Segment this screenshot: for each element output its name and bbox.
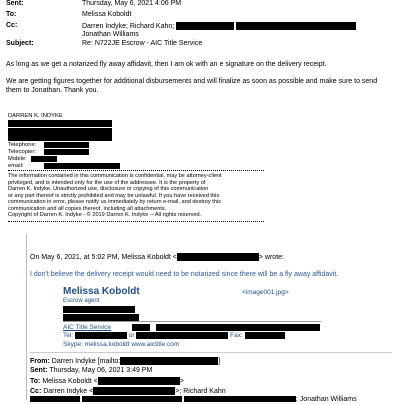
disclaimer-line: communication and all copies thereof, including all attachments. xyxy=(8,205,167,212)
quote-bar xyxy=(26,234,27,400)
mobile-label: Mobile: xyxy=(8,156,27,162)
redaction-box xyxy=(236,22,356,30)
disclaimer-line: Darren K. Indyke. Unauthorized use, disclosure or copying of this communication xyxy=(8,186,209,192)
skype-line[interactable]: Skype: melissa.koboldt www.aictitle.com xyxy=(63,341,180,348)
cc-text: Darren Indyke; Richard Kahn; xyxy=(82,22,175,30)
or-text: or xyxy=(128,332,135,340)
redaction-box xyxy=(156,324,320,331)
redaction-box xyxy=(132,324,150,331)
body-paragraph-2-line-2: them to Jonathan. Thank you. xyxy=(6,87,99,94)
tel-row xyxy=(63,332,285,339)
redaction-box xyxy=(120,357,221,365)
tel-label: Tel: xyxy=(63,332,74,340)
company-link[interactable]: AIC Title Service xyxy=(63,324,112,331)
redaction-box xyxy=(177,253,259,261)
email-label: email: xyxy=(8,163,24,169)
disclaimer-line: communication in error, please notify us immediately by return e-mail, and destroy this xyxy=(8,199,221,205)
quoted-wrote-line xyxy=(30,253,284,262)
fwd-to-label: To: xyxy=(30,377,41,385)
redaction-box xyxy=(136,332,228,339)
fwd-cc-label: Cc: xyxy=(30,387,42,395)
telecopier-label: Telecopier: xyxy=(8,149,37,155)
wrote-suffix: > wrote: xyxy=(258,253,284,261)
redaction-box xyxy=(30,396,80,402)
fwd-from-label: From: xyxy=(30,357,50,365)
fwd-to-row xyxy=(30,377,184,386)
redaction-box xyxy=(93,387,175,395)
disclaimer xyxy=(8,173,264,219)
body-paragraph-2-line-1: We are getting figures together for additional disbursements and will finalize as soon as possible and make sure to send xyxy=(6,78,378,85)
redaction-box xyxy=(63,306,135,313)
separator xyxy=(8,221,264,222)
subject-label: Subject: xyxy=(6,40,34,47)
fwd-cc-value: Darren Indyke < xyxy=(43,387,94,395)
signature-name: DARREN K. INDYKE xyxy=(8,113,63,119)
telephone-label: Telephone: xyxy=(8,142,37,148)
sent-label: Sent: xyxy=(6,0,24,7)
redaction-box xyxy=(44,163,120,169)
fwd-cc-mid: >; Richard Kahn xyxy=(175,387,226,395)
quoted-sig-name: Melissa Koboldt xyxy=(63,286,140,297)
redaction-box xyxy=(31,156,57,162)
redaction-box xyxy=(82,396,182,402)
fwd-from-value: Darren Indyke [mailto: xyxy=(51,357,121,365)
fwd-from-row xyxy=(30,357,220,366)
disclaimer-line: Copyright of Darren K. Indyke - © 2019 Darren K. Indyke -- All rights reserved. xyxy=(8,212,202,218)
quoted-sig-role: Escrow agent xyxy=(63,298,100,304)
redaction-box xyxy=(8,120,112,127)
quoted-message: I don't believe the delivery receipt would need to be notarized since there will be a fly away affidavit. xyxy=(30,271,339,278)
fwd-sent-value: Thursday, May 06, 2021 3:49 PM xyxy=(49,367,153,374)
wrote-prefix: On May 6, 2021, at 5:02 PM, Melissa Koboldt < xyxy=(30,253,177,261)
redaction-box xyxy=(184,396,296,402)
cc-value-2: Jonathan Williams xyxy=(82,31,139,38)
subject-value: Re: N722JE Escrow - AIC Title Service xyxy=(82,40,203,47)
fwd-to-value: Melissa Koboldt < xyxy=(42,377,98,385)
redaction-box xyxy=(75,332,127,339)
cc-label: Cc: xyxy=(6,22,18,29)
redaction-box xyxy=(44,142,89,148)
redaction-box xyxy=(176,22,234,30)
fwd-sent-row xyxy=(30,367,152,376)
fwd-cc-row-2 xyxy=(30,396,357,405)
sig-rule xyxy=(63,321,321,322)
fwd-cc-end: ; Jonathan Williams xyxy=(295,396,357,403)
redaction-box xyxy=(245,332,285,339)
disclaimer-line: or any part thereof is strictly prohibited and may be unlawful. If you have received this xyxy=(8,192,220,199)
to-label: To: xyxy=(6,11,17,18)
redaction-box xyxy=(8,128,112,135)
forward-rule xyxy=(30,352,392,353)
image-reference: <image001.jpg> xyxy=(242,289,289,296)
redaction-box xyxy=(44,149,89,155)
sent-value: Thursday, May 6, 2021 4:06 PM xyxy=(82,0,182,7)
redaction-box xyxy=(98,377,180,385)
to-value: Melissa Koboldt xyxy=(82,11,132,18)
cc-value xyxy=(82,22,356,30)
body-paragraph-1: As long as we get a notarized fly away affidavit, then I am ok with an e signature on the delivery receipt. xyxy=(6,61,327,68)
disclaimer-line: The information contained in this communication is confidential, may be attorney-client xyxy=(8,173,222,179)
fwd-from-suffix: ] xyxy=(218,357,221,365)
fax-label: Fax: xyxy=(230,332,243,340)
fwd-sent-label: Sent: xyxy=(30,367,48,374)
redaction-box xyxy=(63,314,139,321)
disclaimer-line: privileged, and is intended only for the use of the addressee. It is the property of xyxy=(8,179,206,186)
fwd-to-suffix: > xyxy=(179,377,184,385)
fwd-cc-row xyxy=(30,387,226,396)
redaction-box xyxy=(8,135,112,141)
separator xyxy=(8,170,264,171)
